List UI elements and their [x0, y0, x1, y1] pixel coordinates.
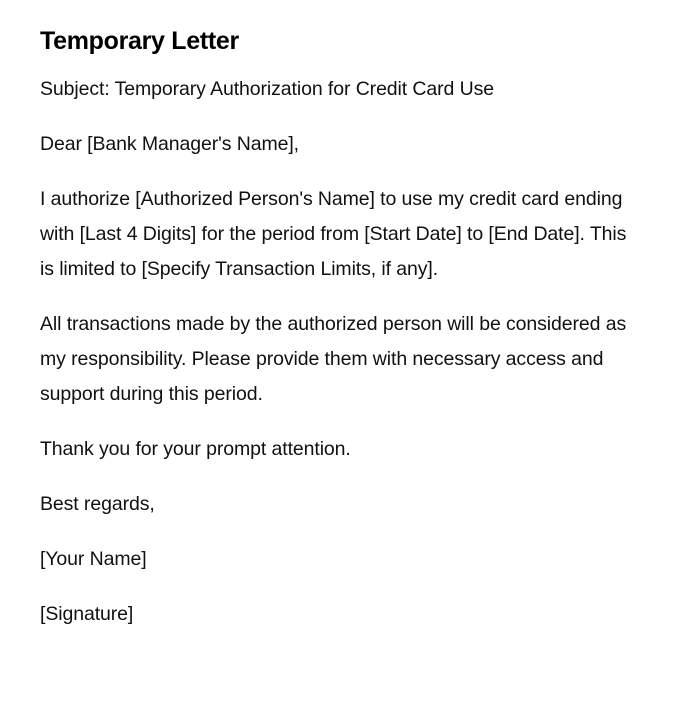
signature-placeholder: [Signature]: [40, 603, 134, 625]
name-placeholder: [Your Name]: [40, 548, 147, 570]
body-paragraph-authorization: I authorize [Authorized Person's Name] to use my credit card ending with [Last 4 Digits] for the period from [Start Date] to [End Date]. This is limited to [Specify Transaction Limits, if any].: [40, 188, 627, 280]
body-paragraph-responsibility: All transactions made by the authorized person will be considered as my responsibility. Please provide them with necessary access and support during this period.: [40, 313, 627, 405]
closing: Best regards,: [40, 493, 155, 515]
page-title: Temporary Letter: [40, 27, 239, 55]
subject-line: Subject: Temporary Authorization for Credit Card Use: [40, 78, 494, 100]
salutation: Dear [Bank Manager's Name],: [40, 133, 299, 155]
body-paragraph-thanks: Thank you for your prompt attention.: [40, 438, 351, 460]
